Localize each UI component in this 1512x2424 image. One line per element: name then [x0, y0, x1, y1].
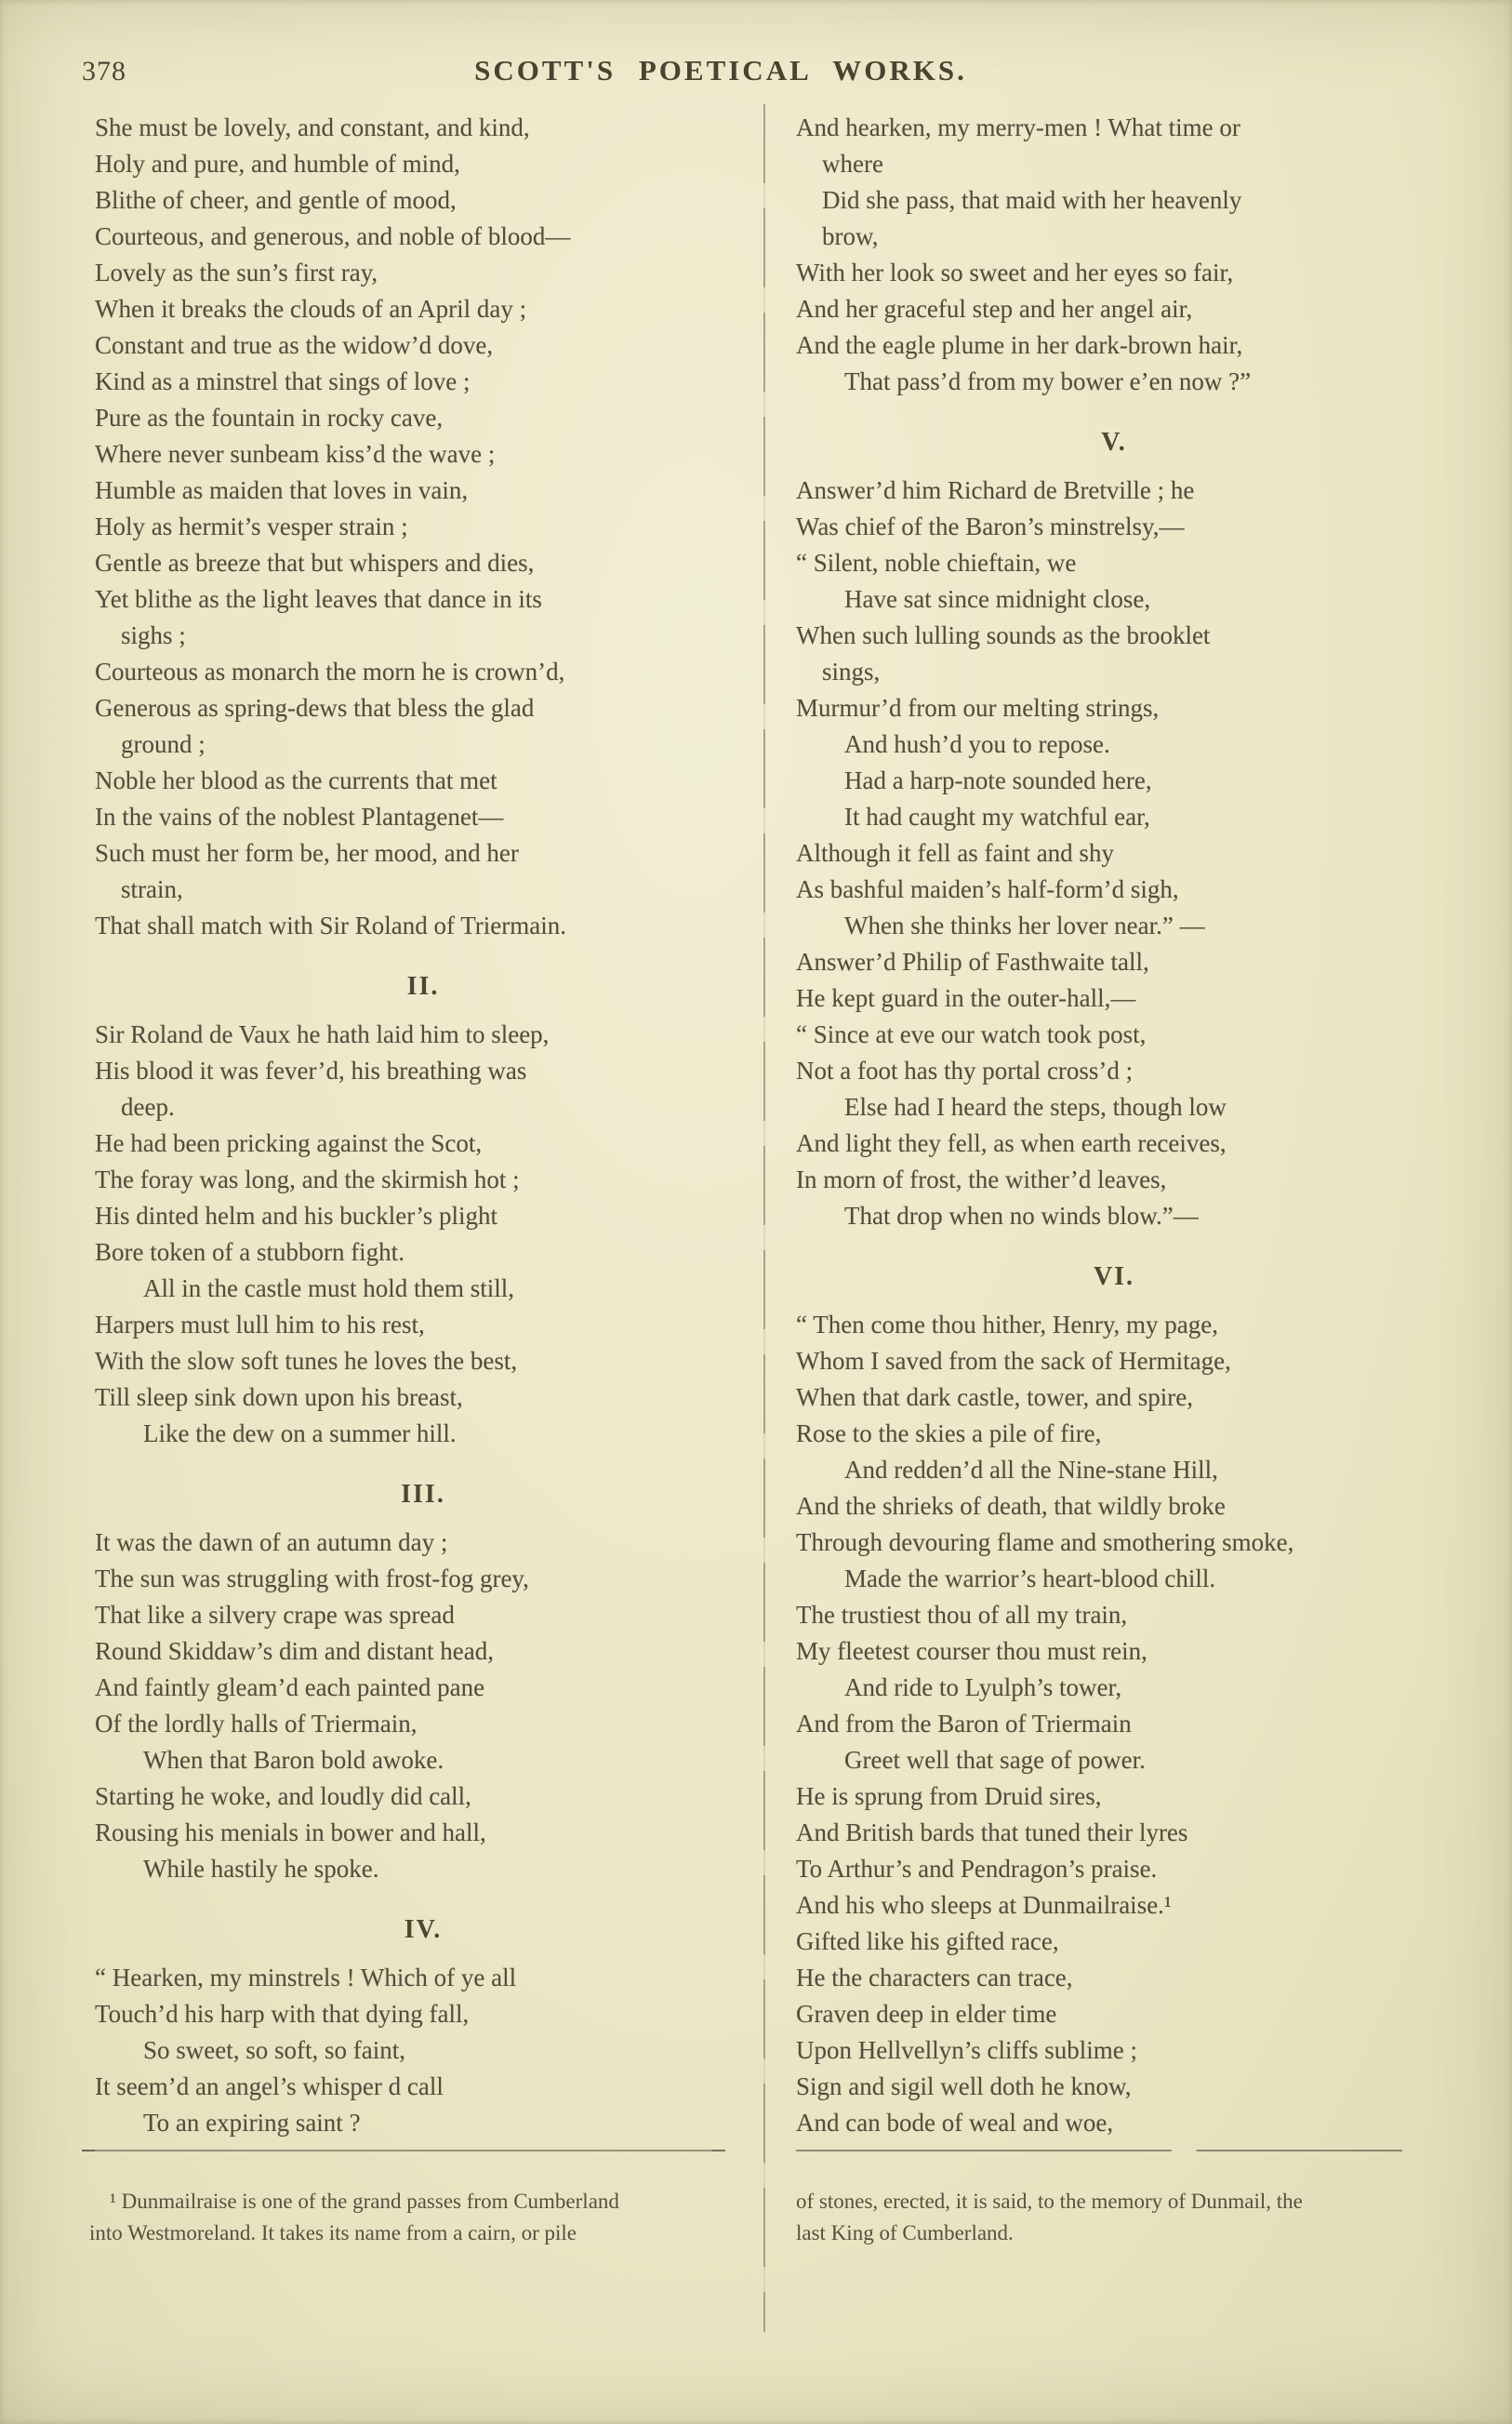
stanza-heading: III. [401, 1480, 445, 1509]
poem-line: His dinted helm and his buckler’s plight [95, 1202, 497, 1230]
poem-line: And hearken, my merry-men ! What time or [796, 113, 1240, 141]
poem-line: The foray was long, and the skirmish hot ; [95, 1165, 520, 1193]
poem-line: And from the Baron of Triermain [796, 1710, 1132, 1738]
footnote-separator-right [796, 2150, 1402, 2151]
poem-line: That pass’d from my bower e’en now ?” [844, 367, 1252, 395]
poem-line: Harpers must lull him to his rest, [95, 1311, 425, 1339]
poem-line: Till sleep sink down upon his breast, [95, 1383, 463, 1411]
poem-line: All in the castle must hold them still, [143, 1274, 514, 1302]
poem-line: When that dark castle, tower, and spire, [796, 1383, 1194, 1411]
poem-line: Holy as hermit’s vesper strain ; [95, 513, 408, 540]
poem-line: And redden’d all the Nine-stane Hill, [844, 1456, 1218, 1484]
poem-line: It was the dawn of an autumn day ; [95, 1528, 448, 1556]
poem-line: It seem’d an angel’s whisper d call [95, 2072, 444, 2100]
poem-line: To an expiring saint ? [143, 2109, 361, 2137]
poem-line: With the slow soft tunes he loves the best, [95, 1347, 518, 1375]
page-number: 378 [82, 56, 126, 87]
poem-line: Graven deep in elder time [796, 2000, 1057, 2028]
footnote-left [89, 2186, 740, 2249]
footnote-right [796, 2186, 1417, 2249]
poem-line: The sun was struggling with frost-fog grey, [95, 1565, 529, 1592]
poem-line: And light they fell, as when earth receives, [796, 1129, 1227, 1157]
footnote-line: ¹ Dunmailraise is one of the grand passes from Cumberland [110, 2190, 619, 2213]
poem-line: When it breaks the clouds of an April day ; [95, 295, 527, 323]
stanza-heading: IV. [404, 1915, 443, 1944]
poem-line: “ Then come thou hither, Henry, my page, [796, 1311, 1219, 1339]
poem-line: To Arthur’s and Pendragon’s praise. [796, 1855, 1158, 1883]
poem-line: Was chief of the Baron’s minstrelsy,— [796, 513, 1185, 540]
poem-line: Although it fell as faint and shy [796, 839, 1114, 867]
poem-line: Did she pass, that maid with her heavenly [822, 186, 1242, 214]
stanza-heading: II. [406, 972, 440, 1001]
poem-line: In the vains of the noblest Plantagenet— [95, 803, 504, 831]
poem-line: He is sprung from Druid sires, [796, 1782, 1102, 1810]
poem-line: That drop when no winds blow.”— [844, 1202, 1199, 1230]
poem-line: Rose to the skies a pile of fire, [796, 1419, 1102, 1447]
poem-line: As bashful maiden’s half-form’d sigh, [796, 875, 1179, 903]
poem-line: And can bode of weal and woe, [796, 2109, 1114, 2137]
poem-line: Bore token of a stubborn fight. [95, 1238, 405, 1266]
poem-line: And the eagle plume in her dark-brown hair, [796, 331, 1243, 359]
poem-line: His blood it was fever’d, his breathing was [95, 1057, 527, 1085]
poem-line: Answer’d him Richard de Bretville ; he [796, 476, 1195, 504]
poem-line: Had a harp-note sounded here, [844, 766, 1152, 794]
running-title: SCOTT'S POETICAL WORKS. [474, 54, 967, 87]
poem-line: Blithe of cheer, and gentle of mood, [95, 186, 457, 214]
footnote-line: last King of Cumberland. [796, 2221, 1014, 2244]
stanza-heading: VI. [1093, 1262, 1135, 1291]
poem-line: Courteous as monarch the morn he is crown’d, [95, 658, 565, 686]
poem-line: Murmur’d from our melting strings, [796, 694, 1160, 722]
poem-line: And the shrieks of death, that wildly broke [796, 1492, 1226, 1520]
poem-line: Of the lordly halls of Triermain, [95, 1710, 418, 1738]
poem-line: “ Silent, noble chieftain, we [796, 549, 1077, 577]
poem-line: Gentle as breeze that but whispers and dies, [95, 549, 535, 577]
poem-line: sighs ; [121, 621, 186, 649]
poem-line: “ Since at eve our watch took post, [796, 1020, 1147, 1048]
poem-line: Pure as the fountain in rocky cave, [95, 404, 444, 432]
poem-line: That shall match with Sir Roland of Triermain. [95, 912, 566, 939]
poem-line: Sign and sigil well doth he know, [796, 2072, 1132, 2100]
poem-line: Touch’d his harp with that dying fall, [95, 2000, 470, 2028]
poem-line: Where never sunbeam kiss’d the wave ; [95, 440, 496, 468]
footnote-line: into Westmoreland. It takes its name from a cairn, or pile [89, 2221, 577, 2244]
poem-line: And his who sleeps at Dunmailraise.¹ [796, 1891, 1173, 1919]
poem-line: Gifted like his gifted race, [796, 1927, 1059, 1955]
poem-line: Greet well that sage of power. [844, 1746, 1146, 1774]
poem-line: The trustiest thou of all my train, [796, 1601, 1128, 1629]
poem-line: That like a silvery crape was spread [95, 1601, 455, 1629]
poem-line: Upon Hellvellyn’s cliffs sublime ; [796, 2036, 1137, 2064]
poem-line: Through devouring flame and smothering smoke, [796, 1528, 1294, 1556]
left-column [95, 110, 751, 2141]
poem-line: Round Skiddaw’s dim and distant head, [95, 1637, 494, 1665]
poem-line: Else had I heard the steps, though low [844, 1093, 1227, 1121]
poem-line: Answer’d Philip of Fasthwaite tall, [796, 948, 1149, 976]
poem-line: Constant and true as the widow’d dove, [95, 331, 494, 359]
poem-line: Such must her form be, her mood, and her [95, 839, 519, 867]
poem-line: And faintly gleam’d each painted pane [95, 1673, 485, 1701]
poem-line: With her look so sweet and her eyes so fair, [796, 259, 1234, 286]
poem-line: And British bards that tuned their lyres [796, 1818, 1188, 1846]
poem-line: Generous as spring-dews that bless the glad [95, 694, 535, 722]
poem-line: So sweet, so soft, so faint, [143, 2036, 405, 2064]
poem-line: strain, [121, 875, 183, 903]
poem-line: sings, [822, 658, 881, 686]
column-divider-rule [763, 104, 765, 2332]
poem-line: Noble her blood as the currents that met [95, 766, 497, 794]
poem-line: Starting he woke, and loudly did call, [95, 1782, 471, 1810]
poem-line: Holy and pure, and humble of mind, [95, 150, 460, 178]
poem-line: He kept guard in the outer-hall,— [796, 984, 1136, 1012]
poem-line: deep. [121, 1093, 175, 1121]
poem-line: ground ; [121, 730, 206, 758]
poem-line: Made the warrior’s heart-blood chill. [844, 1565, 1216, 1592]
poem-line: where [822, 150, 883, 178]
poem-line: brow, [822, 222, 879, 250]
poem-line: And hush’d you to repose. [844, 730, 1110, 758]
poem-line: And ride to Lyulph’s tower, [844, 1673, 1122, 1701]
poem-line: While hastily he spoke. [143, 1855, 379, 1883]
poem-line: Lovely as the sun’s first ray, [95, 259, 378, 286]
poem-line: Like the dew on a summer hill. [143, 1419, 457, 1447]
poem-line: Have sat since midnight close, [844, 585, 1151, 613]
poem-line: Yet blithe as the light leaves that dance in its [95, 585, 542, 613]
poem-line: When that Baron bold awoke. [143, 1746, 444, 1774]
poem-line: It had caught my watchful ear, [844, 803, 1150, 831]
poem-line: And her graceful step and her angel air, [796, 295, 1193, 323]
poem-line: My fleetest courser thou must rein, [796, 1637, 1147, 1665]
poem-line: Humble as maiden that loves in vain, [95, 476, 469, 504]
stanza-heading: V. [1101, 428, 1127, 457]
poem-line: “ Hearken, my minstrels ! Which of ye all [95, 1964, 517, 1991]
poem-line: He had been pricking against the Scot, [95, 1129, 483, 1157]
poem-line: He the characters can trace, [796, 1964, 1073, 1991]
right-column [796, 110, 1432, 2141]
poem-line: Kind as a minstrel that sings of love ; [95, 367, 471, 395]
footnote-separator-left [82, 2150, 725, 2151]
poem-line: In morn of frost, the wither’d leaves, [796, 1165, 1167, 1193]
poem-line: When she thinks her lover near.” — [844, 912, 1205, 939]
poem-line: When such lulling sounds as the brooklet [796, 621, 1211, 649]
poem-line: Rousing his menials in bower and hall, [95, 1818, 486, 1846]
poem-line: Whom I saved from the sack of Hermitage, [796, 1347, 1231, 1375]
poem-line: Sir Roland de Vaux he hath laid him to sleep, [95, 1020, 550, 1048]
poem-line: She must be lovely, and constant, and kind, [95, 113, 530, 141]
poem-line: Courteous, and generous, and noble of blood— [95, 222, 571, 250]
footnote-line: of stones, erected, it is said, to the memory of Dunmail, the [796, 2190, 1303, 2213]
poem-line: Not a foot has thy portal cross’d ; [796, 1057, 1134, 1085]
